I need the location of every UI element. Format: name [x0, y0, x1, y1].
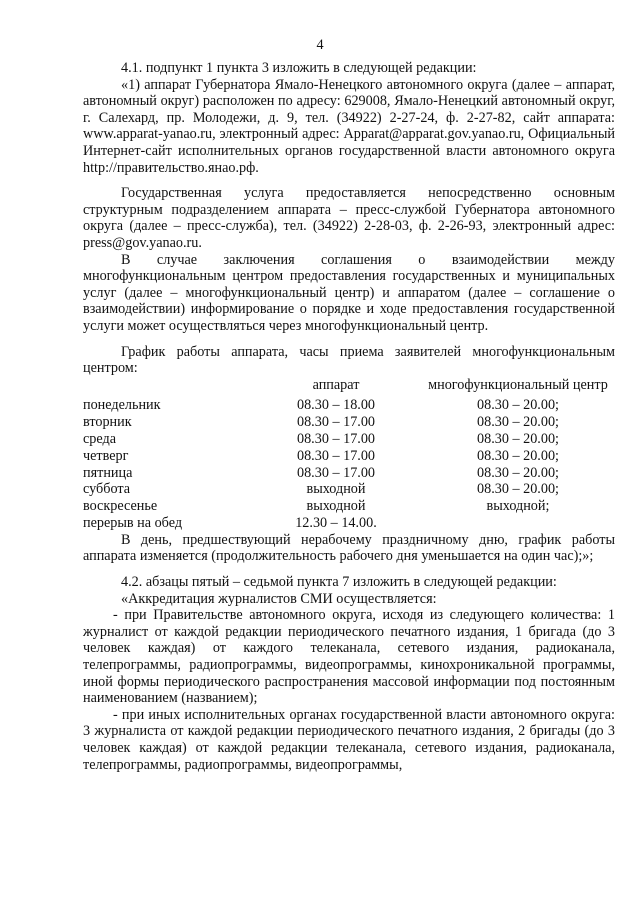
schedule-apparat-hours: 08.30 – 17.00: [296, 464, 376, 481]
schedule-header-mfc: многофункциональный центр: [428, 376, 608, 393]
schedule-header-row: [83, 377, 615, 398]
schedule-mfc-hours: 08.30 – 20.00;: [477, 481, 559, 498]
press-service-paragraph: Государственная услуга предоставляется непосредственно основным структурным подразделением аппарата – пресс-службой Губернатора автономного округа (далее – пресс-служба), тел. (34922) 2-28-03, ф. 2-26-93, электронный адрес: press@gov.yanao.ru.: [83, 185, 615, 251]
schedule-apparat-hours: 12.30 – 14.00.: [295, 515, 377, 532]
schedule-mfc-hours: [421, 515, 615, 532]
accreditation-government: - при Правительстве автономного округа, исходя из следующего количества: 1 журналист от каждой редакции периодического печатного издания, 1 бригада (до 3 человек каждая) от каждого телеканала, сетевого издания, радиоканала, телепрограммы, радиопрограммы, видеопрограммы, кинохроникальной программы, иной формы периодического распространения массовой информации под постоянным наименованием (названием);: [83, 607, 615, 707]
accreditation-intro: «Аккредитация журналистов СМИ осуществляется:: [121, 590, 437, 607]
schedule-apparat-hours: 08.30 – 17.00: [296, 447, 376, 464]
schedule-mfc-hours: 08.30 – 20.00;: [477, 464, 559, 481]
document-body: [83, 60, 615, 773]
schedule-apparat-hours: выходной: [306, 481, 366, 498]
schedule-mfc-hours: 08.30 – 20.00;: [477, 414, 559, 431]
schedule-intro: График работы аппарата, часы приема заявителей многофункциональным центром:: [83, 343, 615, 377]
schedule-day: понедельник: [83, 397, 161, 414]
schedule-row: [83, 397, 615, 414]
schedule-row: [83, 465, 615, 482]
schedule-table: [83, 377, 615, 532]
schedule-day: среда: [83, 431, 117, 448]
schedule-header-empty: [83, 377, 251, 398]
accreditation-other: - при иных исполнительных органах государственной власти автономного округа: 3 журналиста от каждой редакции периодического печатного издания, 2 бригады (до 3 человек каждая) от каждой редакции телеканала, сетевого издания, радиоканала, телепрограммы, радиопрограммы, видеопрограммы,: [83, 706, 615, 773]
schedule-day: четверг: [83, 447, 129, 464]
schedule-row: [83, 498, 615, 515]
schedule-apparat-hours: 08.30 – 17.00: [296, 414, 376, 431]
schedule-day: пятница: [83, 464, 133, 481]
item-4-1-heading: 4.1. подпункт 1 пункта 3 изложить в следующей редакции:: [121, 60, 477, 76]
schedule-mfc-hours: 08.30 – 20.00;: [477, 397, 559, 414]
schedule-header-apparat: аппарат: [312, 376, 360, 393]
schedule-row: [83, 481, 615, 498]
schedule-day: перерыв на обед: [83, 515, 183, 532]
mfc-paragraph: В случае заключения соглашения о взаимодействии между многофункциональным центром предоставления государственных и муниципальных услуг (далее – многофункциональный центр) и аппаратом (далее – соглашение о взаимодействии) информирование о порядке и ходе предоставления государственной услуги может осуществляться через многофункциональный центр.: [83, 251, 615, 334]
page-number: 4: [316, 37, 324, 53]
item-4-1-subpoint: «1) аппарат Губернатора Ямало-Ненецкого автономного округа (далее – аппарат, автономный округ) расположен по адресу: 629008, Ямало-Ненецкий автономный округ, г. Салехард, пр. Молодежи, д. 9, тел. (34922) 2-27-24, ф. 2-27-82, сайт аппарата: www.apparat-yanao.ru, электронный адрес: Apparat@apparat.gov.yanao.ru, Официальный Интернет-сайт исполнительных органов государственной власти автономного округа http://правительство.янао.рф.: [83, 76, 615, 176]
schedule-day: суббота: [83, 481, 131, 498]
schedule-mfc-hours: 08.30 – 20.00;: [477, 431, 559, 448]
item-4-2-heading: 4.2. абзацы пятый – седьмой пункта 7 изложить в следующей редакции:: [121, 574, 557, 591]
schedule-row: [83, 431, 615, 448]
schedule-mfc-hours: 08.30 – 20.00;: [477, 447, 559, 464]
schedule-mfc-hours: выходной;: [486, 498, 550, 515]
schedule-apparat-hours: 08.30 – 18.00: [296, 397, 376, 414]
schedule-apparat-hours: выходной: [306, 498, 366, 515]
schedule-row: [83, 515, 615, 532]
schedule-apparat-hours: 08.30 – 17.00: [296, 431, 376, 448]
schedule-day: воскресенье: [83, 498, 158, 515]
schedule-row: [83, 448, 615, 465]
schedule-day: вторник: [83, 414, 132, 431]
schedule-row: [83, 414, 615, 431]
pre-holiday-paragraph: В день, предшествующий нерабочему праздничному дню, график работы аппарата изменяется (продолжительность рабочего дня уменьшается на один час);»;: [83, 531, 615, 565]
